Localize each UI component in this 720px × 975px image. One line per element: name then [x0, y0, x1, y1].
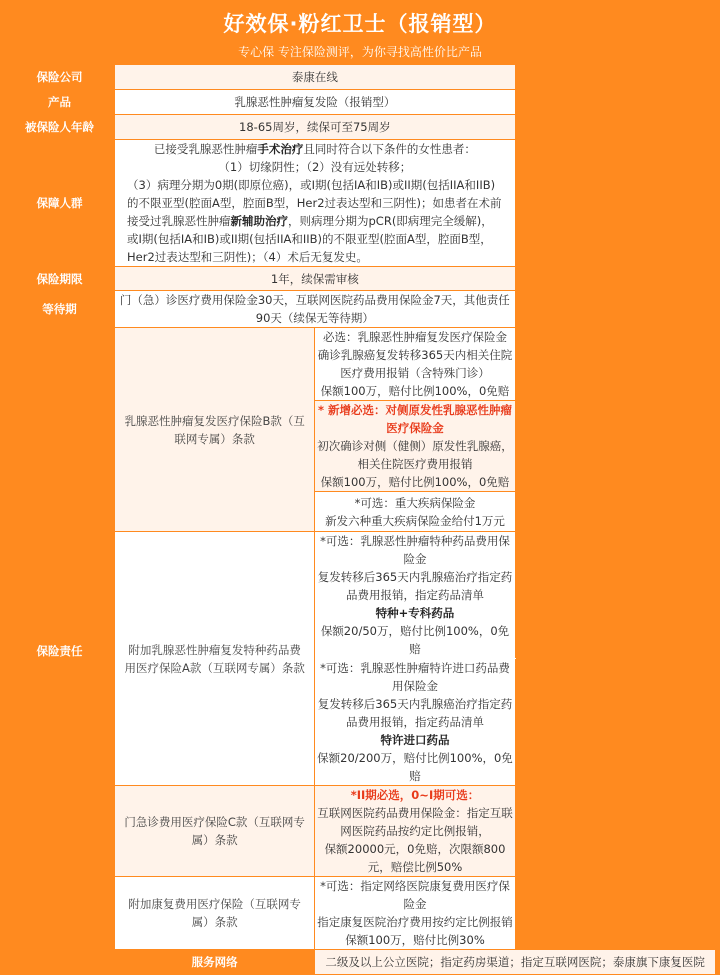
value-network: 二级及以上公立医院；指定药房渠道；指定互联网医院；泰康旗下康复医院 — [315, 950, 716, 975]
clause-b-name: 乳腺恶性肿瘤复发医疗保险B款（互联网专属）条款 — [115, 328, 315, 532]
page-title: 好效保·粉红卫士（报销型） — [223, 12, 497, 36]
clause-b-item3 — [315, 492, 515, 532]
row-company — [5, 65, 716, 90]
b3-title: *可选：重大疾病保险金 — [354, 495, 476, 510]
group-line1-end: 且同时符合以下条件的女性患者： — [303, 142, 476, 156]
label-group: 保障人群 — [5, 140, 115, 267]
b2-amount: 保额100万，赔付比例100%，0免赔 — [320, 475, 510, 489]
a2-amount: 保额20/200万，赔付比例100%，0免赔 — [317, 751, 513, 783]
clause-b-item2 — [315, 401, 515, 492]
group-line2: （1）切缘阴性；（2）没有远处转移； — [218, 160, 412, 174]
label-age: 被保险人年龄 — [5, 115, 115, 140]
c-title: *II期必选，0~I期可选： — [350, 788, 480, 802]
row-period — [5, 267, 716, 291]
group-line1-bold: 手术治疗 — [257, 142, 304, 156]
label-waiting: 等待期 — [5, 291, 115, 328]
clause-c-name: 门急诊费用医疗保险C款（互联网专属）条款 — [115, 786, 315, 877]
rehab-title: *可选：指定网络医院康复费用医疗保险金 — [320, 879, 510, 911]
a1-desc: 复发转移后365天内乳腺癌治疗指定药品费用报销，指定药品清单 — [317, 570, 513, 602]
group-line3-end: ，则病理分期为pCR(即病理完全缓解)，或I期(包括IA和IB)或II期(包括IIA和IIB)的不限亚型(腔面A型，腔面B型，Her2过表达型和三阴性)；（4）术后无复发史。 — [127, 214, 493, 264]
b2-desc: 初次确诊对侧（健侧）原发性乳腺癌，相关住院医疗费用报销 — [317, 439, 513, 471]
label-product: 产品 — [5, 90, 115, 115]
group-line3-bold: 新辅助治疗 — [230, 214, 288, 228]
rehab-amount: 保额100万，赔付比例30% — [345, 933, 485, 947]
a1-amount: 保额20/50万，赔付比例100%，0免赔 — [320, 624, 510, 656]
rehab-desc: 指定康复医院治疗费用按约定比例报销 — [317, 915, 513, 929]
clause-a-item1 — [315, 532, 515, 659]
page-subtitle: 专心保 专注保险测评，为你寻找高性价比产品 — [238, 45, 482, 59]
product-table — [4, 64, 716, 975]
value-company: 泰康在线 — [115, 65, 516, 90]
clause-rehab-name: 附加康复费用医疗保险（互联网专属）条款 — [115, 877, 315, 950]
b1-amount: 保额100万，赔付比例100%，0免赔 — [320, 384, 510, 398]
group-line3-a: （3）病理分期为0期(即原位癌)，或I期(包括IA和IB)或II期(包括IIA和IIB)的不限亚型(腔面A型，腔面B型，Her2过表达型和三阴性)；如患者在术前接受过乳腺恶性肿瘤 — [127, 178, 502, 228]
row-age — [5, 115, 716, 140]
row-product — [5, 90, 716, 115]
a2-title: *可选：乳腺恶性肿瘤特许进口药品费用保险金 — [320, 661, 510, 693]
a1-title: *可选：乳腺恶性肿瘤特种药品费用保险金 — [320, 534, 510, 566]
value-product: 乳腺恶性肿瘤复发险（报销型） — [115, 90, 516, 115]
a1-drugs: 特种+专科药品 — [375, 606, 455, 620]
clause-rehab-item — [315, 877, 515, 950]
b1-title: 必选：乳腺恶性肿瘤复发医疗保险金 — [322, 330, 507, 344]
label-company: 保险公司 — [5, 65, 115, 90]
value-waiting: 门（急）诊医疗费用保险金30天，互联网医院药品费用保险金7天，其他责任90天（续保无等待期） — [115, 291, 516, 328]
label-period: 保险期限 — [5, 267, 115, 291]
b3-desc: 新发六种重大疾病保险金给付1万元 — [325, 513, 505, 528]
c-desc: 互联网医院药品费用保险金：指定互联网医院药品按约定比例报销， — [317, 806, 513, 838]
c-amount: 保额20000元，0免赔，次限额800元，赔偿比例50% — [324, 842, 506, 874]
group-line1-a: 已接受乳腺恶性肿瘤 — [153, 142, 258, 156]
clause-c-item — [315, 786, 515, 877]
value-age: 18-65周岁，续保可至75周岁 — [115, 115, 516, 140]
row-group — [5, 140, 716, 267]
value-period: 1年，续保需审核 — [115, 267, 516, 291]
a2-drugs: 特许进口药品 — [380, 733, 450, 747]
group-line3 — [115, 176, 515, 266]
row-waiting — [5, 291, 716, 328]
header — [4, 0, 716, 64]
group-line1 — [115, 140, 515, 158]
a2-desc: 复发转移后365天内乳腺癌治疗指定药品费用报销，指定药品清单 — [317, 697, 513, 729]
b2-title: * 新增必选：对侧原发性乳腺恶性肿瘤医疗保险金 — [317, 403, 512, 435]
value-group — [115, 140, 516, 267]
label-network: 服务网络 — [115, 950, 315, 975]
clause-a-item2 — [315, 659, 515, 786]
label-coverage: 保险责任 — [5, 328, 115, 975]
clause-b-item1 — [315, 328, 515, 401]
b1-desc: 确诊乳腺癌复发转移365天内相关住院医疗费用报销（含特殊门诊） — [317, 348, 513, 380]
row-coverage-b1 — [5, 328, 716, 401]
clause-a-name: 附加乳腺恶性肿瘤复发特种药品费用医疗保险A款（互联网专属）条款 — [115, 532, 315, 786]
